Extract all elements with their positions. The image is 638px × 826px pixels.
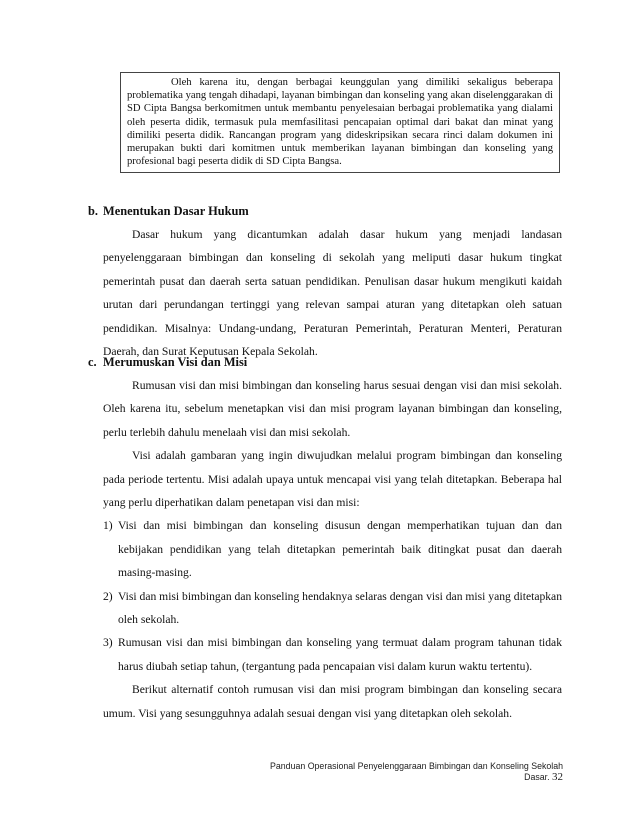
page-number: 32 bbox=[552, 771, 563, 783]
footer-title: Panduan Operasional Penyelenggaraan Bimbingan dan Konseling Sekolah Dasar. bbox=[270, 761, 563, 782]
section-b-paragraph: Dasar hukum yang dicantumkan adalah dasar hukum yang menjadi landasan penyelenggaraan bimbingan dan konseling di sekolah yang meliputi dasar hukum tingkat pemerintah pusat dan daerah serta satuan pendidikan. Penulisan dasar hukum mengikuti kaidah urutan dari perundangan tertinggi yang relevan sampai aturan yang ditetapkan oleh satuan pendidikan. Misalnya: Undang-undang, Peraturan Pemerintah, Peraturan Menteri, Peraturan Daerah, dan Surat Keputusan Kepala Sekolah. bbox=[103, 228, 562, 359]
section-c bbox=[88, 354, 562, 725]
section-c-paragraph-1: Rumusan visi dan misi bimbingan dan konseling harus sesuai dengan visi dan misi sekolah. Oleh karena itu, sebelum menetapkan visi dan misi program layanan bimbingan dan konseling, perlu terlebih dahulu menelaah visi dan misi sekolah. bbox=[103, 379, 562, 439]
commitment-text-box bbox=[120, 72, 560, 173]
section-c-paragraph-3: Berikut alternatif contoh rumusan visi dan misi program bimbingan dan konseling secara umum. Visi yang sesungguhnya adalah sesuai dengan visi yang ditetapkan oleh sekolah. bbox=[103, 683, 562, 720]
section-b bbox=[88, 203, 562, 363]
list-item: 1) Visi dan misi bimbingan dan konseling disusun dengan memperhatikan tujuan dan dan kebijakan pendidikan yang telah ditetapkan pemerintah baik ditingkat pusat dan daerah masing-masing. bbox=[103, 519, 562, 580]
section-b-heading: b. Menentukan Dasar Hukum bbox=[88, 204, 249, 218]
box-paragraph: Oleh karena itu, dengan berbagai keunggulan yang dimiliki sekaligus beberapa problematika yang tengah dihadapi, layanan bimbingan dan konseling yang akan diselenggarakan di SD Cipta Bangsa berkomitmen untuk membantu penyelesaian berbagai problematika yang dialami oleh peserta didik, termasuk pula memfasilitasi pencapaian optimal dari bakat dan minat yang dimiliki peserta didik. Rancangan program yang dideskripsikan secara rinci dalam dokumen ini merupakan bukti dari komitmen untuk memberikan layanan bimbingan dan konseling yang profesional bagi peserta didik di SD Cipta Bangsa. bbox=[127, 77, 553, 168]
section-c-heading: c. Merumuskan Visi dan Misi bbox=[88, 355, 248, 369]
vision-mission-list bbox=[88, 514, 562, 678]
page-footer bbox=[245, 761, 563, 783]
list-item: 2) Visi dan misi bimbingan dan konseling hendaknya selaras dengan visi dan misi yang ditetapkan oleh sekolah. bbox=[103, 589, 562, 627]
section-c-paragraph-2: Visi adalah gambaran yang ingin diwujudkan melalui program bimbingan dan konseling pada periode tertentu. Misi adalah upaya untuk mencapai visi yang telah ditetapkan. Beberapa hal yang perlu diperhatikan dalam penetapan visi dan misi: bbox=[103, 449, 562, 510]
list-item: 3) Rumusan visi dan misi bimbingan dan konseling yang termuat dalam program tahunan tidak harus diubah setiap tahun, (tergantung pada pencapaian visi dalam kurun waktu tertentu). bbox=[103, 636, 562, 673]
